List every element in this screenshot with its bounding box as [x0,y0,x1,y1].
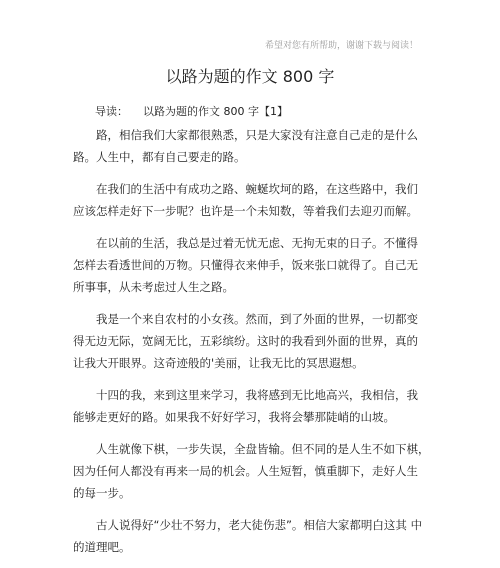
paragraph-6: 人生就像下棋，一步失误，全盘皆输。但不同的是人生不如下棋， 因为任何人都没有再来一局的机会。人生短暂，慎重脚下，走好人生 的每一步。 [73,442,430,500]
body-text [73,124,433,568]
header-note: 希望对您有所帮助，谢谢下载与阅读！ [264,41,418,51]
paragraph-2: 在我们的生活中有成功之路、蜿蜒坎坷的路，在这些路中，我们 应该怎样走好下一步呢？也许是一个未知数，等着我们去迎刃而解。 [73,182,418,218]
paragraph-3: 在以前的生活，我总是过着无忧无虑、无拘无束的日子。不懂得 怎样去看透世间的万物。只懂得衣来伸手，饭来张口就得了。自己无 所事事，从未考虑过人生之路。 [73,236,418,294]
paragraph-4: 我是一个来自农村的小女孩。然而，到了外面的世界，一切都变 得无边无际，宽阔无比，五彩缤纷。这时的我看到外面的世界，真的 让我大开眼界。这奇迹般的'美丽，让我无比的冥思遐想。 [73,312,418,370]
paragraph-1: 路，相信我们大家都很熟悉，只是大家没有注意自己走的是什么 路。人生中，都有自己要走的路。 [73,128,418,164]
guide-label: 导读： [95,105,128,118]
guide-text: 以路为题的作文 800 字【1】 [143,105,288,118]
paragraph-7: 古人说得好“少壮不努力，老大徒伤悲”。相信大家都明白这其 中的道理吧。 [73,518,423,554]
paragraph-5: 十四的我，来到这里来学习，我将感到无比地高兴，我相信，我 能够走更好的路。如果我不好好学习，我将会攀那陡峭的山坡。 [73,388,418,424]
guide-line [95,103,288,119]
document-title: 以路为题的作文 800 字 [165,67,335,86]
